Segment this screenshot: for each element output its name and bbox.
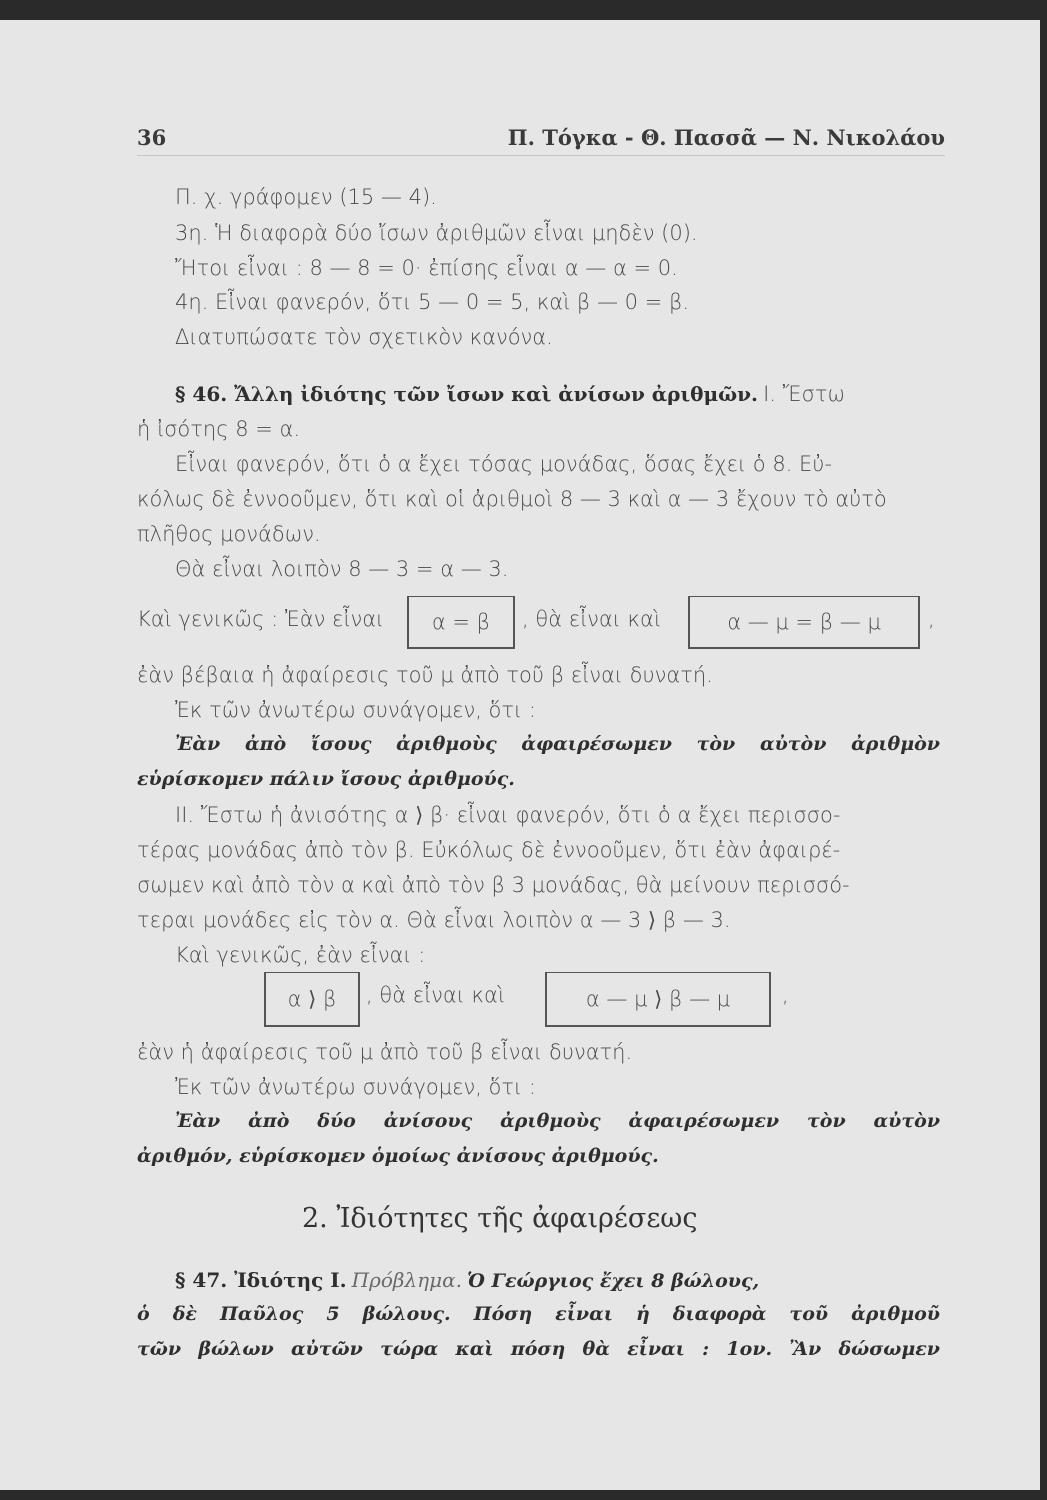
text-line: Θὰ εἶναι λοιπὸν 8 — 3 = α — 3.	[175, 557, 509, 581]
text-line: σωμεν καὶ ἀπὸ τὸν α καὶ ἀπὸ τὸν β 3 μονάδας, θὰ μείνουν περισσό-	[137, 873, 850, 897]
document-page	[0, 20, 1040, 1490]
punctuation: ,	[782, 983, 789, 1007]
page-number: 36	[137, 125, 167, 150]
text-line: Ἐκ τῶν ἀνωτέρω συνάγομεν, ὅτι :	[175, 1075, 536, 1099]
section-46-heading	[175, 382, 845, 406]
text-line: Ἐκ τῶν ἀνωτέρω συνάγομεν, ὅτι :	[175, 698, 536, 722]
emphasis-line: ἀριθμόν, εὑρίσκομεν ὁμοίως ἀνίσους ἀριθμούς.	[137, 1145, 659, 1167]
text-line: τεραι μονάδες εἰς τὸν α. Θὰ εἶναι λοιπὸν α — 3 ⟩ β — 3.	[137, 908, 731, 932]
emphasis-line: Ἐὰν ἀπὸ δύο ἀνίσους ἀριθμοὺς ἀφαιρέσωμεν τὸν αὐτὸν	[175, 1110, 940, 1132]
text-line: 3η. Ἡ διαφορὰ δύο ἴσων ἀριθμῶν εἶναι μηδὲν (0).	[175, 221, 698, 245]
problem-label: Πρόβλημα.	[351, 1268, 462, 1292]
boxed-formula: α — μ ⟩ β — μ	[545, 972, 771, 1027]
text-line: Διατυπώσατε τὸν σχετικὸν κανόνα.	[175, 325, 553, 349]
text-line: πλῆθος μονάδων.	[137, 522, 321, 546]
running-title: Π. Τόγκα - Θ. Πασσᾶ — Ν. Νικολάου	[507, 125, 945, 150]
problem-text: Ὁ Γεώργιος ἔχει 8 βώλους,	[467, 1270, 760, 1292]
section-2-heading: 2. Ἰδιότητες τῆς ἀφαιρέσεως	[302, 1203, 698, 1234]
text-line: ἡ ἰσότης 8 = α.	[137, 417, 301, 441]
section-47-heading	[175, 1268, 759, 1292]
page-header	[137, 125, 945, 156]
text-line: , θὰ εἶναι καὶ	[366, 983, 505, 1007]
boxed-formula: α — μ = β — μ	[688, 596, 920, 649]
text-line: Εἶναι φανερόν, ὅτι ὁ α ἔχει τόσας μονάδας, ὅσας ἔχει ὁ 8. Εὐ-	[175, 452, 833, 476]
text-line: II. Ἔστω ἡ ἀνισότης α ⟩ β· εἶναι φανερόν, ὅτι ὁ α ἔχει περισσο-	[175, 803, 841, 827]
emphasis-line: Ἐὰν ἀπὸ ἴσους ἀριθμοὺς ἀφαιρέσωμεν τὸν αὐτὸν ἀριθμὸν	[175, 733, 940, 755]
text-line: , θὰ εἶναι καὶ	[522, 607, 661, 631]
text-line: κόλως δὲ ἐννοοῦμεν, ὅτι καὶ οἱ ἀριθμοὶ 8 — 3 καὶ α — 3 ἔχουν τὸ αὐτὸ	[137, 487, 887, 511]
text-line: τέρας μονάδας ἀπὸ τὸν β. Εὐκόλως δὲ ἐννοοῦμεν, ὅτι ἐὰν ἀφαιρέ-	[137, 838, 841, 862]
text-line: ἐὰν βέβαια ἡ ἀφαίρεσις τοῦ μ ἀπὸ τοῦ β εἶναι δυνατή.	[137, 663, 713, 687]
punctuation: ,	[928, 607, 935, 631]
text-line: Καὶ γενικῶς, ἐὰν εἶναι :	[175, 943, 426, 967]
section-46-title: § 46. Ἄλλη ἰδιότης τῶν ἴσων καὶ ἀνίσων ἀριθμῶν.	[175, 382, 759, 406]
section-47-number: § 47. Ἰδιότης I.	[175, 1268, 347, 1292]
emphasis-line: ὁ δὲ Παῦλος 5 βώλους. Πόση εἶναι ἡ διαφορὰ τοῦ ἀριθμοῦ	[137, 1303, 940, 1325]
text-line: ἐὰν ἡ ἀφαίρεσις τοῦ μ ἀπὸ τοῦ β εἶναι δυνατή.	[137, 1040, 633, 1064]
text-line: Π. χ. γράφομεν (15 — 4).	[175, 185, 437, 209]
emphasis-line: εὑρίσκομεν πάλιν ἴσους ἀριθμούς.	[137, 768, 515, 790]
boxed-formula: α ⟩ β	[264, 972, 360, 1027]
text-line: Καὶ γενικῶς : Ἐὰν εἶναι	[137, 607, 385, 631]
text-line: 4η. Εἶναι φανερόν, ὅτι 5 — 0 = 5, καὶ β — 0 = β.	[175, 290, 690, 314]
boxed-formula: α = β	[407, 596, 515, 649]
section-46-part-one: I. Ἔστω	[763, 382, 846, 406]
text-line: Ἤτοι εἶναι : 8 — 8 = 0· ἐπίσης εἶναι α — α = 0.	[175, 256, 678, 280]
emphasis-line: τῶν βώλων αὐτῶν τώρα καὶ πόση θὰ εἶναι : 1ον. Ἂν δώσωμεν	[137, 1338, 940, 1360]
